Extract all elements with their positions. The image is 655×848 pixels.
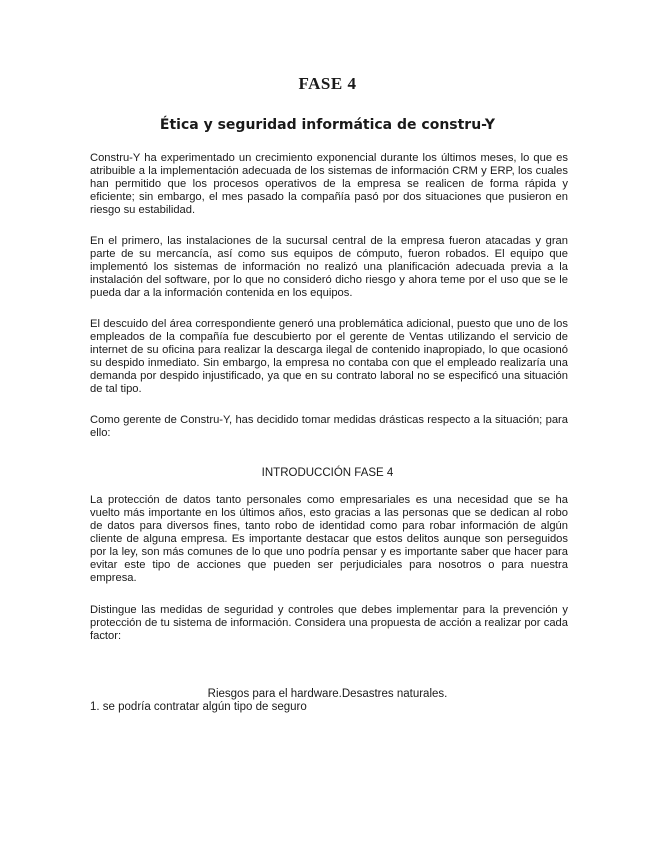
document-subtitle: Ética y seguridad informática de constru-Y [159,117,496,133]
document-title: FASE 4 [298,74,357,93]
paragraph-theft: En el primero, las instalaciones de la sucursal central de la empresa fueron atacadas y gran parte de su mercancía, así como sus equipos de cómputo, fueron robados. El equipo que implementó los sistemas de información no realizó una planificación adecuada previa a la instalación del software, por lo que no consideró dicho riesgo y ahora teme por el uso que se le pueda dar a la información contenida en los equipos. [90,235,568,299]
risk-heading: Riesgos para el hardware.Desastres naturales. [207,688,448,700]
paragraph-instructions: Distingue las medidas de seguridad y controles que debes implementar para la prevención y protección de tu sistema de información. Considera una propuesta de acción a realizar por cada factor: [90,604,568,642]
paragraph-manager: Como gerente de Constru-Y, has decidido tomar medidas drásticas respecto a la situación; para ello: [90,414,568,439]
paragraph-data-protection: La protección de datos tanto personales como empresariales es una necesidad que se ha vuelto más importante en los últimos años, esto gracias a las personas que se dedican al robo de datos para diversos fines, tanto robo de identidad como para robar información de algún cliente de alguna empresa. Es importante destacar que estos delitos aunque son perseguidos por la ley, son más comunes de lo que uno podría pensar y es importante saber que hacer para evitar este tipo de acciones que pueden ser perjudiciales para nosotros o para nuestra empresa. [90,494,568,584]
list-item: 1. se podría contratar algún tipo de seguro [90,701,307,713]
paragraph-employee: El descuido del área correspondiente generó una problemática adicional, puesto que uno de los empleados de la compañía fue descubierto por el gerente de Ventas utilizando el servicio de internet de su oficina para realizar la descarga ilegal de contenido inapropiado, lo que ocasionó su despido inmediato. Sin embargo, la empresa no contaba con que el empleado realizaría una demanda por despido injustificado, ya que en su contrato laboral no se especificó una situación de tal tipo. [90,318,568,395]
paragraph-intro: Constru-Y ha experimentado un crecimiento exponencial durante los últimos meses, lo que es atribuible a la implementación adecuada de los sistemas de información CRM y ERP, los cuales han permitido que los procesos operativos de la empresa se realicen de forma rápida y eficiente; sin embargo, el mes pasado la compañía pasó por dos situaciones que pusieron en riesgo su estabilidad. [90,152,568,216]
section-heading: INTRODUCCIÓN FASE 4 [261,467,394,479]
